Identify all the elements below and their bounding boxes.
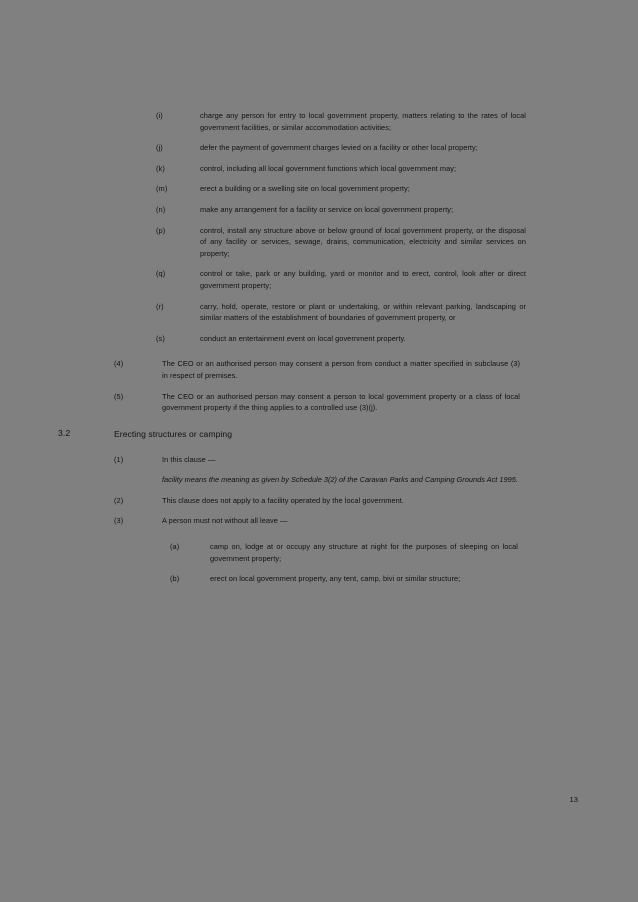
list-item-label: (2) <box>114 495 124 505</box>
list-item-text: The CEO or an authorised person may consent a person to local government property or a class of local government property if the thing applies to a controlled use (3)(j). <box>162 391 520 413</box>
list-item-label: (3) <box>114 516 124 526</box>
list-item <box>58 573 578 585</box>
list-item-label: (p) <box>156 225 166 235</box>
list-item <box>58 163 578 175</box>
list-item-text: defer the payment of government charges levied on a facility or other local property; <box>200 143 478 153</box>
list-item <box>58 515 578 527</box>
list-item-label: (5) <box>114 391 124 401</box>
list-item-text: This clause does not apply to a facility operated by the local government. <box>162 495 404 505</box>
list-item <box>58 541 578 564</box>
list-item-text: camp on, lodge at or occupy any structure at night for the purposes of sleeping on local government property; <box>210 542 518 563</box>
list-item-label: (m) <box>156 184 168 194</box>
list-item-text: A person must not without all leave — <box>162 516 288 526</box>
list-item <box>58 204 578 216</box>
list-item-label: (b) <box>170 574 180 584</box>
section-heading-number: 3.2 <box>58 427 71 438</box>
list-item-text: conduct an entertainment event on local government property. <box>200 333 406 343</box>
list-item-label: (j) <box>156 143 163 153</box>
list-item-label: (r) <box>156 301 164 311</box>
list-item-text: The CEO or an authorised person may consent a person from conduct a matter specified in subclause (3) in respect of premises. <box>162 359 520 380</box>
definition-note: facility means the meaning as given by Schedule 3(2) of the Caravan Parks and Camping Grounds Act 1995. <box>162 475 518 485</box>
list-item <box>58 301 578 324</box>
list-item <box>58 142 578 154</box>
section-heading-title: Erecting structures or camping <box>114 428 233 439</box>
list-item-text: erect a building or a swelling site on local government property; <box>200 184 410 194</box>
list-item <box>58 454 578 466</box>
list-item <box>58 358 578 381</box>
list-item-text: control, install any structure above or below ground of local government property, or the disposal of any facility or services, sewage, drains, communication, electricity and similar services on property; <box>200 225 526 258</box>
list-item-text: carry, hold, operate, restore or plant or undertaking, or within relevant parking, landscaping or similar matters of the establishment of boundaries of government property, or <box>200 301 526 323</box>
list-item <box>58 268 578 291</box>
list-item-label: (q) <box>156 269 166 279</box>
list-item-text: erect on local government property, any tent, camp, bivi or similar structure; <box>210 574 461 584</box>
list-item-text: make any arrangement for a facility or service on local government property; <box>200 204 454 214</box>
list-item-label: (4) <box>114 359 124 369</box>
list-item-label: (a) <box>170 542 180 552</box>
list-item-label: (1) <box>114 454 124 464</box>
list-item-text: In this clause — <box>162 454 216 464</box>
list-item <box>58 110 578 133</box>
document-content <box>58 110 578 594</box>
list-item <box>58 391 578 414</box>
list-item-text: control, including all local government functions which local government may; <box>200 163 457 173</box>
list-item-label: (n) <box>156 204 166 214</box>
page-number: 13 <box>569 795 578 804</box>
list-item <box>58 183 578 195</box>
list-item <box>58 225 578 260</box>
list-item-label: (k) <box>156 163 165 173</box>
list-item-text: charge any person for entry to local government property, matters relating to the rates of local government facilities, or similar accommodation activities; <box>200 111 526 132</box>
section-heading <box>58 428 578 440</box>
list-item <box>58 333 578 345</box>
list-item-label: (i) <box>156 111 163 120</box>
list-item <box>58 495 578 507</box>
list-item-text: control or take, park or any building, yard or monitor and to erect, control, look after or direct government property; <box>200 269 526 290</box>
list-item-label: (s) <box>156 333 165 343</box>
